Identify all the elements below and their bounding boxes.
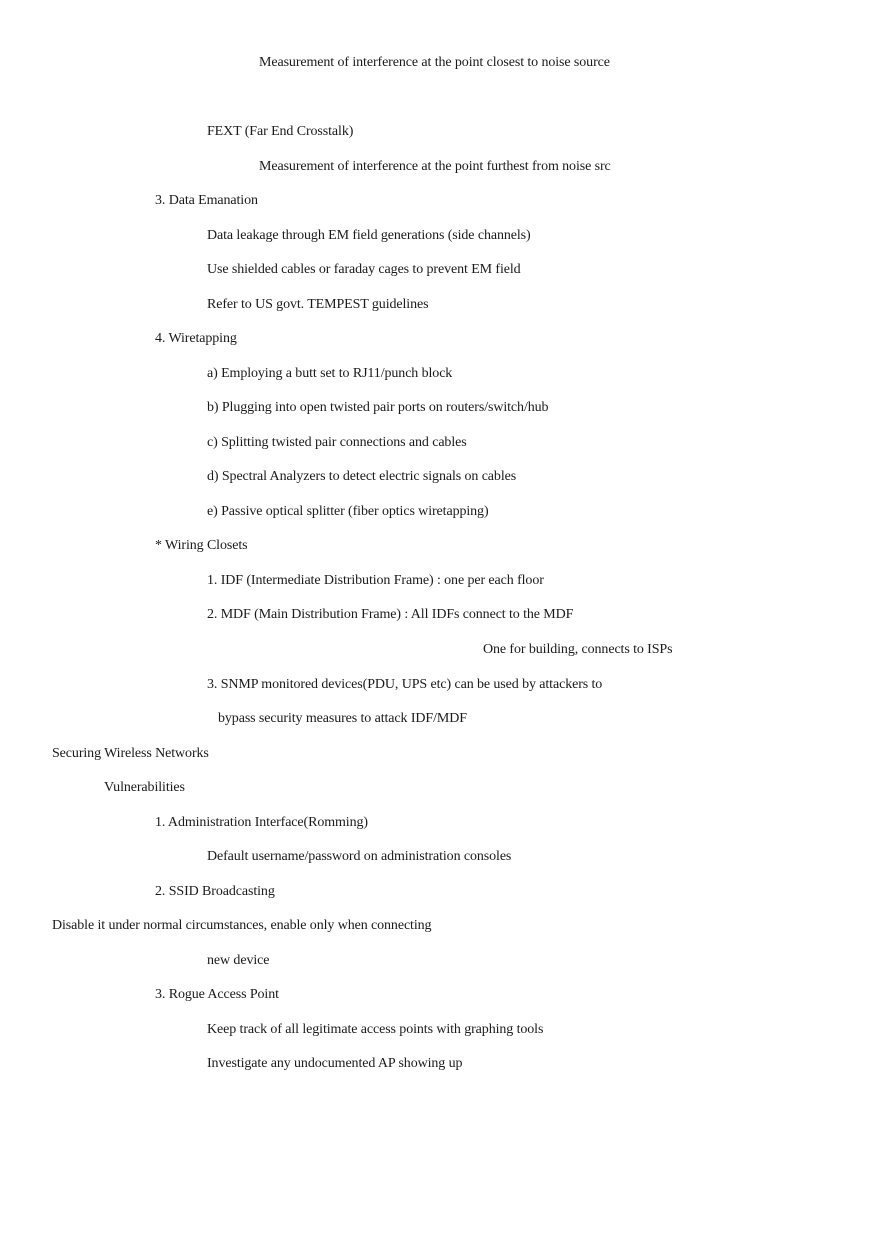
section-heading: 3. Data Emanation	[155, 193, 258, 208]
list-item: b) Plugging into open twisted pair ports on routers/switch/hub	[207, 400, 549, 415]
text-line: Refer to US govt. TEMPEST guidelines	[207, 297, 429, 312]
text-line: bypass security measures to attack IDF/MDF	[218, 711, 467, 726]
list-item: c) Splitting twisted pair connections and cables	[207, 435, 467, 450]
text-line: One for building, connects to ISPs	[483, 642, 673, 657]
section-heading: * Wiring Closets	[155, 538, 248, 553]
subsection-title: Vulnerabilities	[104, 780, 185, 795]
list-item: d) Spectral Analyzers to detect electric signals on cables	[207, 469, 517, 484]
text-line: Keep track of all legitimate access points with graphing tools	[207, 1022, 544, 1037]
section-heading: 1. Administration Interface(Romming)	[155, 815, 368, 830]
text-line: new device	[207, 953, 270, 968]
text-line: FEXT (Far End Crosstalk)	[207, 124, 354, 139]
text-line: Investigate any undocumented AP showing up	[207, 1056, 463, 1071]
section-heading: 2. SSID Broadcasting	[155, 884, 275, 899]
text-line: Measurement of interference at the point furthest from noise src	[259, 159, 611, 174]
section-heading: 4. Wiretapping	[155, 331, 237, 346]
list-item: 1. IDF (Intermediate Distribution Frame) : one per each floor	[207, 573, 544, 588]
text-line: Use shielded cables or faraday cages to prevent EM field	[207, 262, 521, 277]
section-title: Securing Wireless Networks	[52, 746, 209, 761]
list-item: 2. MDF (Main Distribution Frame) : All IDFs connect to the MDF	[207, 607, 574, 622]
text-line: Measurement of interference at the point closest to noise source	[259, 55, 610, 70]
text-line: Disable it under normal circumstances, enable only when connecting	[52, 918, 432, 933]
text-line: Data leakage through EM field generations (side channels)	[207, 228, 531, 243]
text-line: Default username/password on administration consoles	[207, 849, 512, 864]
list-item: e) Passive optical splitter (fiber optics wiretapping)	[207, 504, 489, 519]
list-item: 3. SNMP monitored devices(PDU, UPS etc) can be used by attackers to	[207, 677, 603, 692]
list-item: a) Employing a butt set to RJ11/punch block	[207, 366, 453, 381]
section-heading: 3. Rogue Access Point	[155, 987, 279, 1002]
